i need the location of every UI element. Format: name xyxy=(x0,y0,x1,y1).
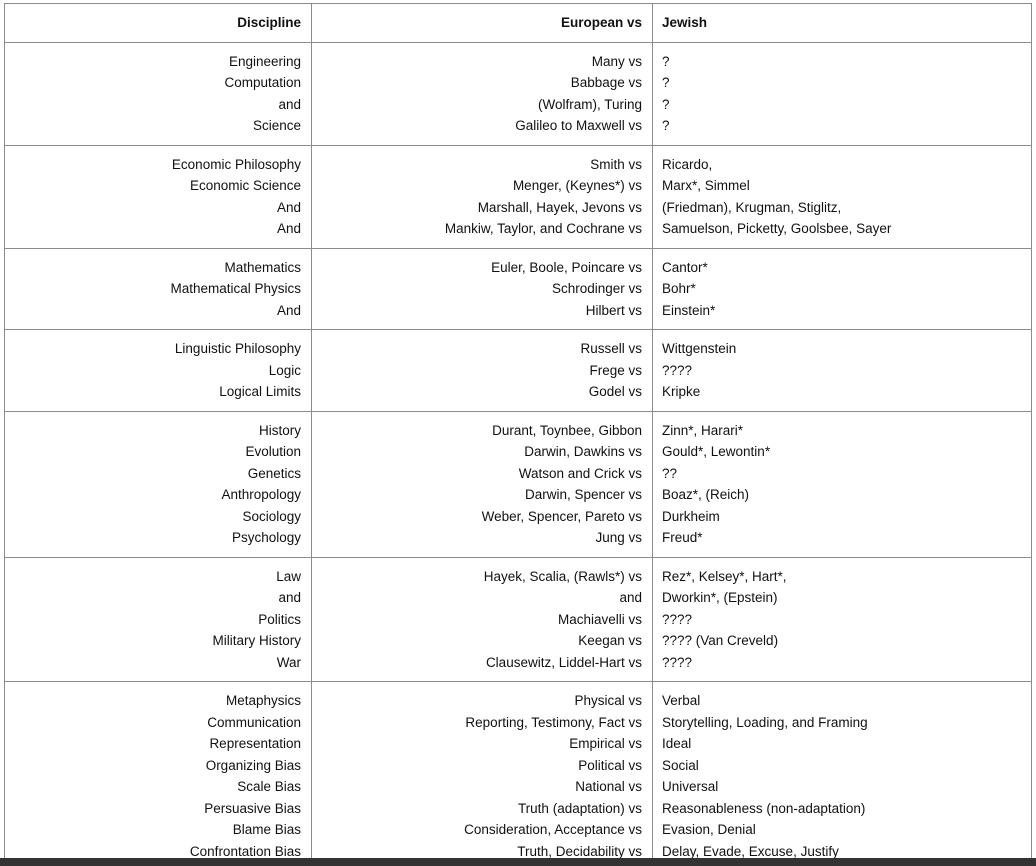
cell-line: Delay, Evade, Excuse, Justify xyxy=(662,843,839,859)
cell-line: Military History xyxy=(212,633,301,648)
cell-line: Freud* xyxy=(662,530,703,545)
header-discipline-label: Discipline xyxy=(237,15,301,30)
cell-line: Bohr* xyxy=(662,281,696,296)
discipline-cell xyxy=(5,557,312,682)
cell-line: Genetics xyxy=(247,465,301,481)
header-discipline xyxy=(5,4,312,43)
header-row xyxy=(5,4,1032,43)
cell-line: Social xyxy=(662,757,699,773)
cell-line: Watson and Crick vs xyxy=(518,465,642,481)
cell-line: And xyxy=(276,221,301,236)
cell-line: Verbal xyxy=(662,693,701,708)
cell-line: Jung vs xyxy=(595,530,642,545)
cell-line: ? xyxy=(662,118,670,133)
cell-line: Metaphysics xyxy=(225,693,301,708)
cell-line: And xyxy=(276,302,301,318)
cell-line: Galileo to Maxwell vs xyxy=(515,118,642,133)
cell-line: National vs xyxy=(575,779,642,794)
cell-line: Economic Philosophy xyxy=(171,156,301,172)
cell-line: Political vs xyxy=(578,757,642,773)
cell-line: Schrodinger vs xyxy=(551,281,642,296)
table-body xyxy=(5,42,1032,866)
european-cell xyxy=(312,248,653,330)
cell-line: Science xyxy=(252,118,301,133)
cell-line: Law xyxy=(276,568,301,584)
cell-line: Confrontation Bias xyxy=(189,843,301,859)
cell-line: Physical vs xyxy=(574,693,642,708)
cell-line: Smith vs xyxy=(590,156,642,172)
cell-line: Reasonableness (non-adaptation) xyxy=(662,800,866,816)
cell-line: ???? xyxy=(662,611,693,627)
table-row xyxy=(5,330,1032,412)
cell-line: Einstein* xyxy=(662,302,716,318)
header-jewish xyxy=(653,4,1032,43)
discipline-cell xyxy=(5,330,312,412)
cell-line: Linguistic Philosophy xyxy=(174,341,301,356)
cell-line: ? xyxy=(662,96,670,112)
cell-line: Empirical vs xyxy=(569,736,642,751)
cell-line: Universal xyxy=(662,779,719,794)
table-row xyxy=(5,557,1032,682)
cell-line: War xyxy=(276,654,301,670)
discipline-cell xyxy=(5,411,312,557)
cell-line: ???? (Van Creveld) xyxy=(662,633,779,648)
cell-line: Kripke xyxy=(662,384,701,399)
cell-line: Anthropology xyxy=(221,487,301,502)
european-cell xyxy=(312,557,653,682)
cell-line: Sociology xyxy=(242,508,301,524)
jewish-cell xyxy=(653,248,1032,330)
header-european-label: European vs xyxy=(560,15,642,30)
table-row xyxy=(5,248,1032,330)
cell-line: Persuasive Bias xyxy=(204,800,301,816)
cell-line: ???? xyxy=(662,654,693,670)
cell-line: ? xyxy=(662,75,670,90)
cell-line: Truth, Decidability vs xyxy=(517,843,642,859)
cell-line: Dworkin*, (Epstein) xyxy=(662,590,778,605)
cell-line: Logic xyxy=(268,362,301,378)
cell-line: ???? xyxy=(662,362,693,378)
jewish-cell xyxy=(653,145,1032,248)
cell-line: Storytelling, Loading, and Framing xyxy=(662,714,868,730)
cell-line: Frege vs xyxy=(589,362,642,378)
cell-line: Samuelson, Picketty, Goolsbee, Sayer xyxy=(662,221,892,236)
cell-line: Logical Limits xyxy=(219,384,301,399)
european-cell xyxy=(312,411,653,557)
european-cell xyxy=(312,682,653,866)
cell-line: History xyxy=(258,422,301,438)
cell-line: Engineering xyxy=(228,53,301,69)
cell-line: Weber, Spencer, Pareto vs xyxy=(481,508,642,524)
cell-line: Communication xyxy=(207,714,301,730)
cell-line: Representation xyxy=(209,736,301,751)
cell-line: and xyxy=(278,590,301,605)
cell-line: Durant, Toynbee, Gibbon xyxy=(492,422,642,438)
cell-line: Machiavelli vs xyxy=(557,611,642,627)
cell-line: Zinn*, Harari* xyxy=(662,422,744,438)
cell-line: ? xyxy=(662,53,670,69)
european-cell xyxy=(312,330,653,412)
discipline-cell xyxy=(5,42,312,145)
cell-line: Truth (adaptation) vs xyxy=(517,800,642,816)
cell-line: Mankiw, Taylor, and Cochrane vs xyxy=(444,221,642,236)
bottom-window-edge-bar xyxy=(0,858,1036,866)
cell-line: Evasion, Denial xyxy=(662,822,756,837)
table-row xyxy=(5,42,1032,145)
jewish-cell xyxy=(653,411,1032,557)
jewish-cell xyxy=(653,42,1032,145)
cell-line: Babbage vs xyxy=(570,75,642,90)
european-cell xyxy=(312,145,653,248)
header-european xyxy=(312,4,653,43)
cell-line: And xyxy=(276,199,301,215)
cell-line: Hayek, Scalia, (Rawls*) vs xyxy=(483,568,642,584)
cell-line: Ricardo, xyxy=(662,156,713,172)
cell-line: Scale Bias xyxy=(237,779,301,794)
cell-line: Evolution xyxy=(245,444,301,459)
cell-line: Durkheim xyxy=(662,508,720,524)
cell-line: (Friedman), Krugman, Stiglitz, xyxy=(662,199,842,215)
cell-line: and xyxy=(278,96,301,112)
cell-line: and xyxy=(619,590,642,605)
cell-line: Mathematics xyxy=(224,259,301,275)
discipline-cell xyxy=(5,145,312,248)
cell-line: Politics xyxy=(258,611,301,627)
cell-line: ?? xyxy=(662,465,678,481)
cell-line: Darwin, Spencer vs xyxy=(524,487,642,502)
table-header xyxy=(5,4,1032,43)
cell-line: Darwin, Dawkins vs xyxy=(524,444,642,459)
table-row xyxy=(5,682,1032,866)
comparison-table xyxy=(4,3,1032,866)
cell-line: Marx*, Simmel xyxy=(662,178,750,193)
table-row xyxy=(5,145,1032,248)
cell-line: Wittgenstein xyxy=(662,341,737,356)
cell-line: Menger, (Keynes*) vs xyxy=(512,178,642,193)
cell-line: Blame Bias xyxy=(232,822,301,837)
cell-line: Consideration, Acceptance vs xyxy=(464,822,642,837)
table-row xyxy=(5,411,1032,557)
cell-line: Cantor* xyxy=(662,259,708,275)
cell-line: Boaz*, (Reich) xyxy=(662,487,750,502)
cell-line: Russell vs xyxy=(580,341,642,356)
cell-line: Many vs xyxy=(591,53,642,69)
cell-line: Mathematical Physics xyxy=(170,281,301,296)
cell-line: Godel vs xyxy=(588,384,642,399)
discipline-cell xyxy=(5,682,312,866)
cell-line: Reporting, Testimony, Fact vs xyxy=(465,714,642,730)
cell-line: Keegan vs xyxy=(578,633,642,648)
cell-line: Marshall, Hayek, Jevons vs xyxy=(477,199,642,215)
cell-line: Organizing Bias xyxy=(205,757,301,773)
cell-line: Computation xyxy=(224,75,301,90)
cell-line: Gould*, Lewontin* xyxy=(662,444,771,459)
cell-line: Clausewitz, Liddel-Hart vs xyxy=(485,654,642,670)
cell-line: Hilbert vs xyxy=(585,302,642,318)
cell-line: (Wolfram), Turing xyxy=(537,96,642,112)
european-cell xyxy=(312,42,653,145)
header-jewish-label: Jewish xyxy=(662,15,708,30)
cell-line: Ideal xyxy=(662,736,692,751)
jewish-cell xyxy=(653,330,1032,412)
discipline-cell xyxy=(5,248,312,330)
jewish-cell xyxy=(653,682,1032,866)
cell-line: Psychology xyxy=(231,530,301,545)
cell-line: Euler, Boole, Poincare vs xyxy=(491,259,642,275)
cell-line: Economic Science xyxy=(189,178,301,193)
jewish-cell xyxy=(653,557,1032,682)
cell-line: Rez*, Kelsey*, Hart*, xyxy=(662,568,787,584)
